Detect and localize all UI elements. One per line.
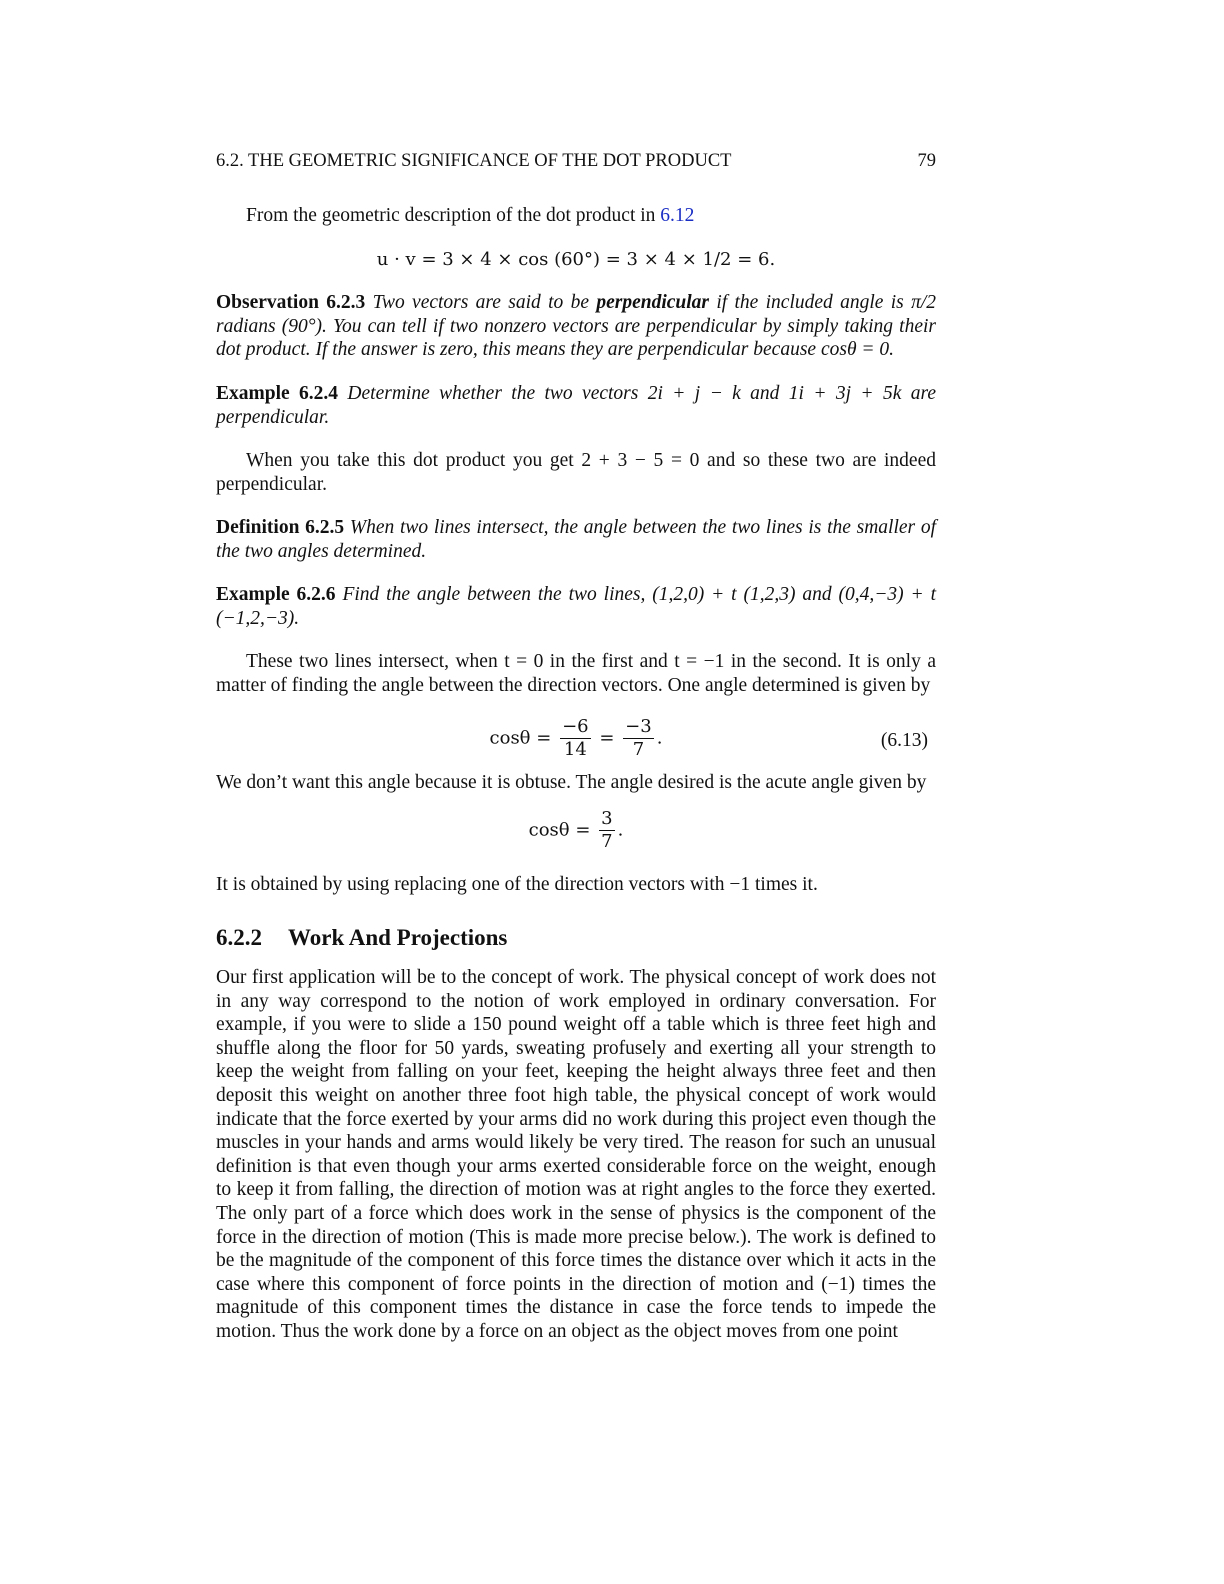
definition-block [216,516,936,563]
running-header [216,150,936,174]
eq1-lhs: cosθ = [489,727,552,749]
eq1-fraction-2 [623,716,654,761]
example-624-label: Example 6.2.4 [216,383,339,404]
example-624-solution: When you take this dot product you get 2 + 3 − 5 = 0 and so these two are indeed perpendicular. [216,450,936,495]
eq2-lhs: cosθ = [528,819,591,841]
eq1-f1-numerator: −6 [562,716,589,737]
intro-paragraph [216,204,936,228]
eq2-numerator: 3 [601,808,613,829]
eq1-f2-numerator: −3 [625,716,652,737]
example-626-text: Find the angle between the two lines, (1,2,0) + t (1,2,3) and (0,4,−3) + t (−1,2,−3). [216,584,936,629]
eq1-equals: = [599,727,615,749]
example-626-block [216,583,936,630]
example-624-text: Determine whether the two vectors 2i + j − k and 1i + 3j + 5k are perpendicular. [216,383,936,428]
example-626-solution: These two lines intersect, when t = 0 in the first and t = −1 in the second. It is only a matter of finding the angle between the direction vectors. One angle determined is given by [216,651,936,696]
section-title: Work And Projections [288,925,508,950]
definition-text: When two lines intersect, the angle between the two lines is the smaller of the two angles determined. [216,517,937,562]
observation-block [216,291,936,362]
intro-text: From the geometric description of the dot product in [246,205,656,226]
eq1-f2-denominator: 7 [632,739,645,760]
document-page [216,0,936,1584]
eq1-f1-denominator: 14 [563,739,587,760]
example-624-block [216,382,936,429]
equation-acute-angle [216,808,936,853]
perpendicular-term: perpendicular [596,292,709,313]
equation-number: (6.13) [880,730,928,751]
eq1-fraction-1 [560,716,591,761]
work-paragraph: Our first application will be to the concept of work. The physical concept of work does not in any way correspond to the notion of work employed in ordinary conversation. For example, if you were to slide a 150 pound weight off a table which is three feet high and shuffle along the floor for 50 yards, sweating profusely and exerting all your strength to keep the weight from falling on your feet, keeping the height always three feet and then deposit this weight on another three foot high table, the physical concept of work would indicate that the force exerted by your arms did no work during this project even though the muscles in your hands and arms would likely be very tired. The reason for such an unusual definition is that even though your arms exerted considerable force on the weight, enough to keep it from falling, the direction of motion was at right angles to the force they exerted. The only part of a force which does work in the sense of physics is the component of the force in the direction of motion (This is made more precise below.). The work is defined to be the magnitude of the component of this force times the distance over which it acts in the case where this component of force points in the direction of motion and (−1) times the magnitude of this component times the distance in case the force tends to impede the motion. Thus the work done by a force on an object as the object moves from one point [216,967,936,1342]
observation-text-1: Two vectors are said to be [372,292,589,313]
after-eq1-text: We don’t want this angle because it is obtuse. The angle desired is the acute angle given by [216,772,927,793]
header-section-title: 6.2. THE GEOMETRIC SIGNIFICANCE OF THE DOT PRODUCT [216,151,732,171]
definition-label: Definition 6.2.5 [216,517,345,538]
eq1-period: . [656,727,663,749]
eq2-fraction [599,808,614,853]
observation-label: Observation 6.2.3 [216,292,366,313]
dot-product-equation: u · v = 3 × 4 × cos (60°) = 3 × 4 × 1/2 = 6. [376,249,776,270]
equation-6-13 [216,716,936,761]
eq2-denominator: 7 [601,831,613,852]
example-626-label: Example 6.2.6 [216,584,336,605]
equation-ref-link[interactable]: 6.12 [660,205,695,226]
after-eq2-text: It is obtained by using replacing one of the direction vectors with −1 times it. [216,874,818,895]
section-heading [216,923,507,953]
section-number: 6.2.2 [216,925,262,950]
observation-text-2: if the included angle is π/2 radians (90°). You can tell if two nonzero vectors are perpendicular by simply taking their dot product. If the answer is zero, this means they are perpendicular because cosθ = 0. [216,292,937,361]
page-number: 79 [917,151,936,171]
eq2-period: . [617,819,624,841]
